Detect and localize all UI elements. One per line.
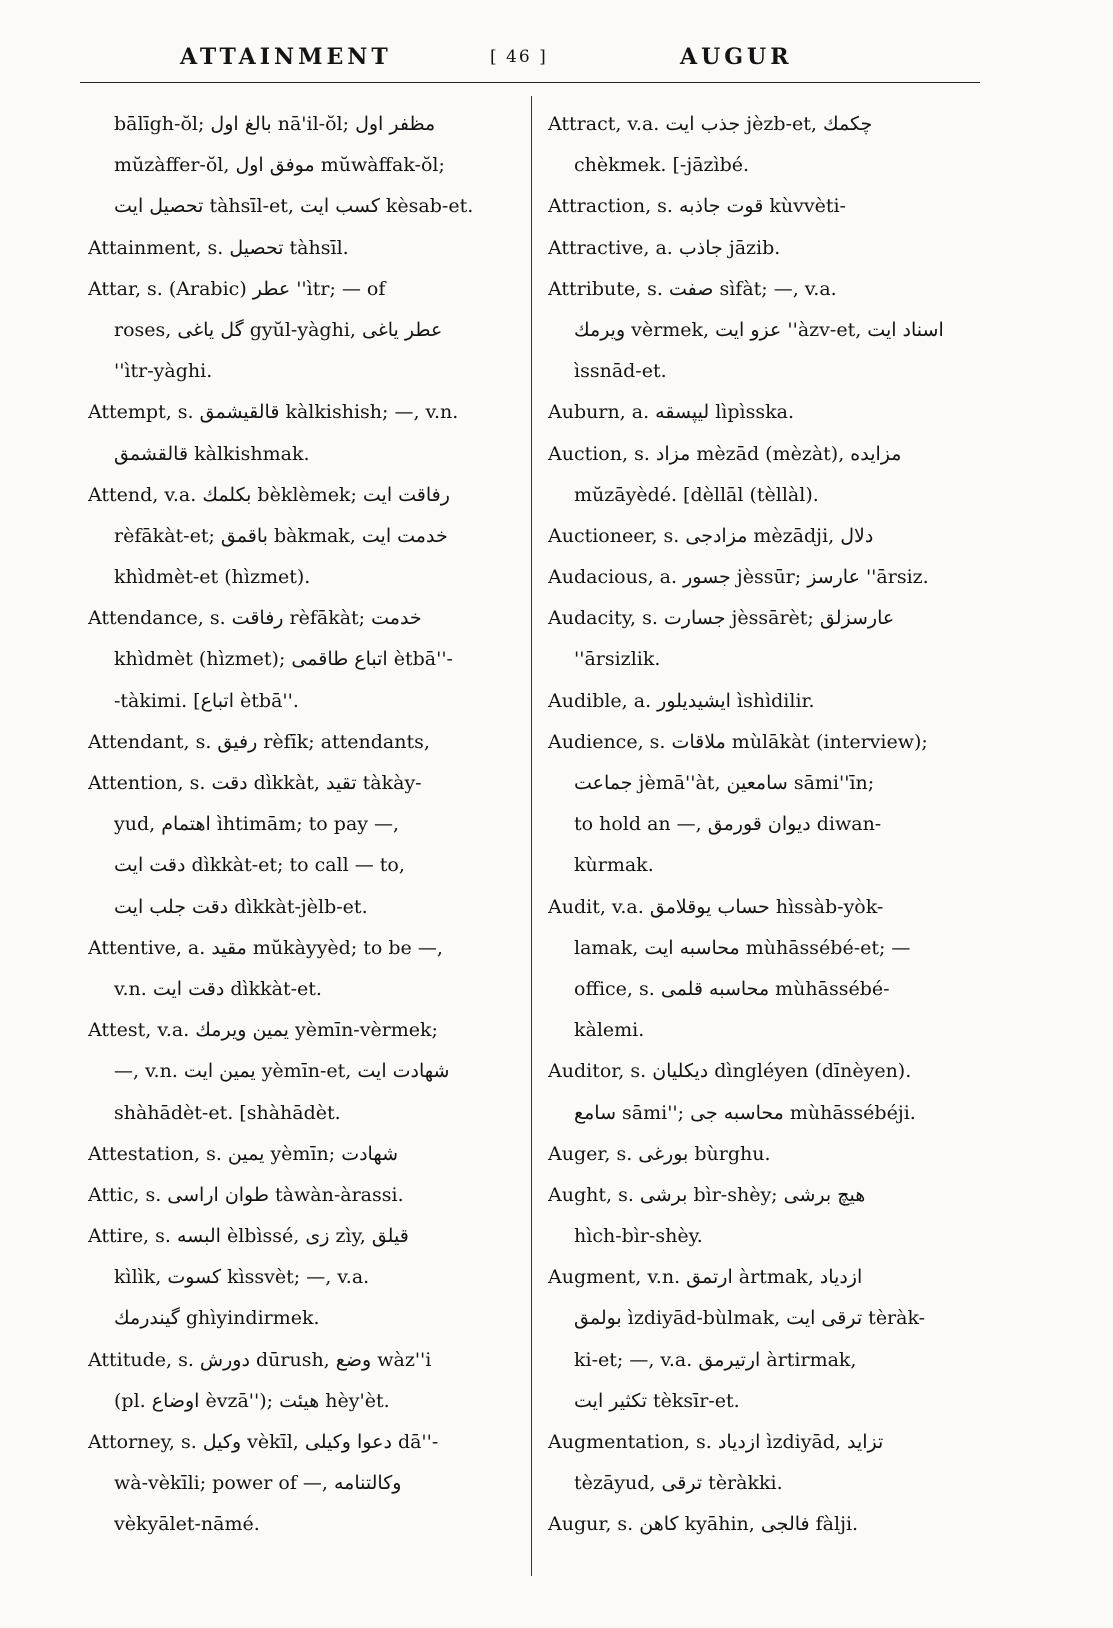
dictionary-line: ﮔﯿﻨﺪﺭﻣﻚ ghìyindirmek. — [114, 1307, 320, 1330]
page-header — [80, 40, 980, 80]
dictionary-line: bālīgh-ŏl; ﺑﺎﻟﻎ ﺍﻭﻝ nā'il-ŏl; ﻣﻈﻔﺮ ﺍﻭﻝ — [114, 113, 436, 135]
dictionary-line: Attic, s. ﻃﻮﺍﻥ ﺍﺭﺍﺳﻰ tàwàn-àrassi. — [88, 1183, 404, 1206]
dictionary-line: ﺟﻤﺎﻋﺖ jèmā''àt, ﺳﺎﻣﻌﯿﻦ sāmi''īn; — [574, 772, 875, 794]
dictionary-line: yud, ﺍﻫﺘﻤﺎﻡ ìhtimām; to pay —, — [114, 813, 400, 836]
dictionary-line: -tàkimi. [ﺍﺗﺒﺎﻉ ètbā''. — [114, 689, 299, 712]
dictionary-line: vèkyālet-nāmé. — [114, 1513, 260, 1536]
dictionary-line: Augmentation, s. ﺍﺯﺩﯾﺎﺩ ìzdiyād, ﺗﺰﺍﯾﺪ — [548, 1431, 884, 1453]
dictionary-line: Attraction, s. ﻗﻮﺕ ﺟﺎﺫﺑﻪ kùvvèti- — [548, 195, 846, 218]
dictionary-line: wà-vèkīli; power of —, ﻭﻛﺎﻟﺘﻨﺎﻣﻪ — [114, 1472, 402, 1495]
dictionary-line: kìlìk, ﻛﺴﻮﺕ kìssvèt; —, v.a. — [114, 1266, 370, 1289]
dictionary-line: mŭzāyèdé. [dèllāl (tèllàl). — [574, 483, 819, 506]
dictionary-line: Attorney, s. ﻭﻛﯿﻞ vèkīl, ﺩﻋﻮﺍ ﻭﻛﯿﻠﻰ dā''- — [88, 1431, 439, 1453]
dictionary-line: Attention, s. ﺩﻗﺖ dìkkàt, ﺗﻘﯿﺪ tàkày- — [88, 772, 422, 794]
dictionary-line: chèkmek. [-jāzìbé. — [574, 154, 750, 177]
dictionary-line: ﺗﻜﺜﯿﺮ ﺍﯾﺖ tèksīr-et. — [574, 1389, 740, 1412]
dictionary-line: Aught, s. ﺑﺮﺷﻰ bìr-shèy; ﻫﯿﭻ ﺑﺮﺷﻰ — [548, 1183, 866, 1206]
dictionary-line: ''ārsizlik. — [574, 648, 661, 671]
dictionary-line: ﻗﺎﻟﻘﺸﻤﻖ kàlkishmak. — [114, 442, 310, 465]
page-number: [ 46 ] — [490, 47, 548, 67]
dictionary-line: Attendance, s. ﺭﻓﺎﻗﺖ rèfākàt; ﺧﺪﻣﺖ — [88, 607, 422, 630]
dictionary-line: Auditor, s. ﺩﯾﻜﻠﯿﺎﻥ dìngléyen (dīnèyen). — [548, 1060, 912, 1083]
dictionary-line: office, s. ﻣﺤﺎﺳﺒﻪ ﻗﻠﻤﻰ mùhāssébé- — [574, 977, 890, 1000]
dictionary-line: Audible, a. ﺍﯾﺸﯿﺪﯾﻠﻮﺭ ìshìdilir. — [548, 689, 815, 712]
dictionary-line: Attitude, s. ﺩﻭﺭﺵ dūrush, ﻭﺿﻊ wàz''i — [88, 1348, 432, 1371]
dictionary-line: ﺑﻮﻟﻤﻖ ìzdiyād-bùlmak, ﺗﺮﻗﻰ ﺍﯾﺖ tèràk- — [574, 1307, 926, 1330]
dictionary-line: Audacious, a. ﺟﺴﻮﺭ jèssūr; ﻋﺎﺭﺳﺰ ''ārsiz. — [548, 566, 929, 589]
dictionary-line: Audience, s. ﻣﻼﻗﺎﺕ mùlākàt (interview); — [548, 730, 928, 753]
column-divider — [531, 96, 532, 1576]
dictionary-line: shàhādèt-et. [shàhādèt. — [114, 1101, 341, 1124]
dictionary-line: ﺩﻗﺖ ﺍﯾﺖ dìkkàt-et; to call — to, — [114, 854, 405, 877]
dictionary-line: Attendant, s. ﺭﻓﯿﻖ rèfīk; attendants, — [88, 730, 430, 753]
right-column — [548, 104, 1000, 1546]
dictionary-line: ﻭﯾﺮﻣﻚ vèrmek, ﻋﺰﻭ ﺍﯾﺖ ''àzv-et, ﺍﺳﻨﺎﺩ ﺍﯾﺖ — [574, 318, 944, 341]
dictionary-line: to hold an —, ﺩﯾﻮﺍﻥ ﻗﻮﺭﻣﻖ diwan- — [574, 813, 882, 836]
dictionary-line: Attentive, a. ﻣﻘﯿﺪ mŭkàyyèd; to be —, — [88, 936, 443, 959]
dictionary-line: Attribute, s. ﺻﻔﺖ sìfàt; —, v.a. — [548, 277, 837, 300]
dictionary-line: Audit, v.a. ﺣﺴﺎﺏ ﯾﻮﻗﻼﻣﻖ hìssàb-yòk- — [548, 895, 884, 918]
dictionary-line: khìdmèt (hìzmet); ﺍﺗﺒﺎﻉ ﻃﺎﻗﻤﻰ ètbā''- — [114, 648, 453, 671]
running-head-left: ATTAINMENT — [180, 44, 392, 70]
dictionary-line: Attest, v.a. ﯾﻤﯿﻦ ﻭﯾﺮﻣﻚ yèmīn-vèrmek; — [88, 1019, 438, 1042]
dictionary-line: lamak, ﻣﺤﺎﺳﺒﻪ ﺍﯾﺖ mùhāssébé-et; — — [574, 936, 911, 959]
dictionary-line: Attract, v.a. ﺟﺬﺏ ﺍﯾﺖ jèzb-et, ﭼﻜﻤﻚ — [548, 113, 873, 135]
dictionary-line: v.n. ﺩﻗﺖ ﺍﯾﺖ dìkkàt-et. — [114, 977, 322, 1000]
dictionary-line: Auctioneer, s. ﻣﺰﺍﺩﺟﻰ mèzādji, ﺩﻻﻝ — [548, 524, 874, 547]
dictionary-line: ki-et; —, v.a. ﺍﺭﺗﯿﺮﻣﻖ àrtirmak, — [574, 1348, 857, 1371]
header-rule — [80, 82, 980, 83]
dictionary-line: Attempt, s. ﻗﺎﻟﻘﯿﺸﻤﻖ kàlkishish; —, v.n. — [88, 401, 459, 424]
dictionary-line: kùrmak. — [574, 854, 654, 877]
dictionary-line: Attainment, s. ﺗﺤﺼﻴﻞ tàhsīl. — [88, 236, 349, 259]
dictionary-line: ''ìtr-yàghi. — [114, 360, 213, 383]
dictionary-line: ﺗﺤﺼﻴﻞ ﺍﯾﺖ tàhsīl-et, ﻛﺴﺐ ﺍﯾﺖ kèsab-et. — [114, 195, 474, 218]
dictionary-line: Auburn, a. ﻟﯿﭙﺴﻘﻪ lìpìsska. — [548, 401, 795, 424]
dictionary-line: Augur, s. ﻛﺎﻫﻦ kyāhin, ﻓﺎﻟﺠﻰ fàlji. — [548, 1513, 859, 1536]
dictionary-line: —, v.n. ﯾﻤﯿﻦ ﺍﯾﺖ yèmīn-et, ﺷﻬﺎﺩﺕ ﺍﯾﺖ — [114, 1060, 450, 1083]
dictionary-line: Auction, s. ﻣﺰﺍﺩ mèzād (mèzàt), ﻣﺰﺍﯾﺪﻩ — [548, 442, 902, 465]
dictionary-line: kàlemi. — [574, 1019, 645, 1042]
dictionary-line: tèzāyud, ﺗﺮﻗﻰ tèràkki. — [574, 1472, 783, 1495]
dictionary-line: ﺩﻗﺖ ﺟﻠﺐ ﺍﯾﺖ dìkkàt-jèlb-et. — [114, 895, 368, 918]
dictionary-line: mŭzàffer-ŏl, ﻣﻮﻓﻖ ﺍﻭﻝ mŭwàffak-ŏl; — [114, 154, 445, 177]
dictionary-line: Attestation, s. ﯾﻤﯿﻦ yèmīn; ﺷﻬﺎﺩﺕ — [88, 1142, 399, 1165]
dictionary-line: Audacity, s. ﺟﺴﺎﺭﺕ jèssārèt; ﻋﺎﺭﺳﺰﻟﻖ — [548, 607, 895, 630]
dictionary-line: (pl. ﺍﻭﺿﺎﻉ èvzā''); ﻫﯿﺌﺖ hèy'èt. — [114, 1389, 390, 1412]
running-head-right: AUGUR — [680, 44, 793, 70]
dictionary-line: hìch-bìr-shèy. — [574, 1225, 703, 1248]
dictionary-line: Attar, s. (Arabic) ﻋﻄﺮ ''ìtr; — of — [88, 277, 386, 300]
dictionary-line: rèfākàt-et; ﺑﺎﻗﻤﻖ bàkmak, ﺧﺪﻣﺖ ﺍﯾﺖ — [114, 524, 448, 547]
dictionary-line: ìssnād-et. — [574, 360, 667, 383]
dictionary-line: roses, ﮔﻞ ﯾﺎﻏﻰ gyŭl-yàghi, ﻋﻄﺮ ﯾﺎﻏﻰ — [114, 318, 443, 341]
dictionary-line: Attractive, a. ﺟﺎﺫﺏ jāzib. — [548, 236, 781, 259]
dictionary-line: Augment, v.n. ﺍﺭﺗﻤﻖ àrtmak, ﺍﺯﺩﯾﺎﺩ — [548, 1266, 863, 1289]
left-column — [88, 104, 520, 1546]
dictionary-line: ﺳﺎﻣﻊ sāmi''; ﻣﺤﺎﺳﺒﻪ ﺟﻰ mùhāssébéji. — [574, 1101, 916, 1124]
dictionary-line: Attire, s. ﺍﻟﺒﺴﻪ èlbìssé, ﺯﻯ zìy, ﻗﯿﻠﻖ — [88, 1225, 409, 1248]
dictionary-line: Auger, s. ﺑﻮﺭﻏﻰ bùrghu. — [548, 1142, 771, 1165]
dictionary-line: Attend, v.a. ﺑﻜﻠﻤﻚ bèklèmek; ﺭﻓﺎﻗﺖ ﺍﯾﺖ — [88, 483, 450, 506]
dictionary-line: khìdmèt-et (hìzmet). — [114, 566, 311, 589]
